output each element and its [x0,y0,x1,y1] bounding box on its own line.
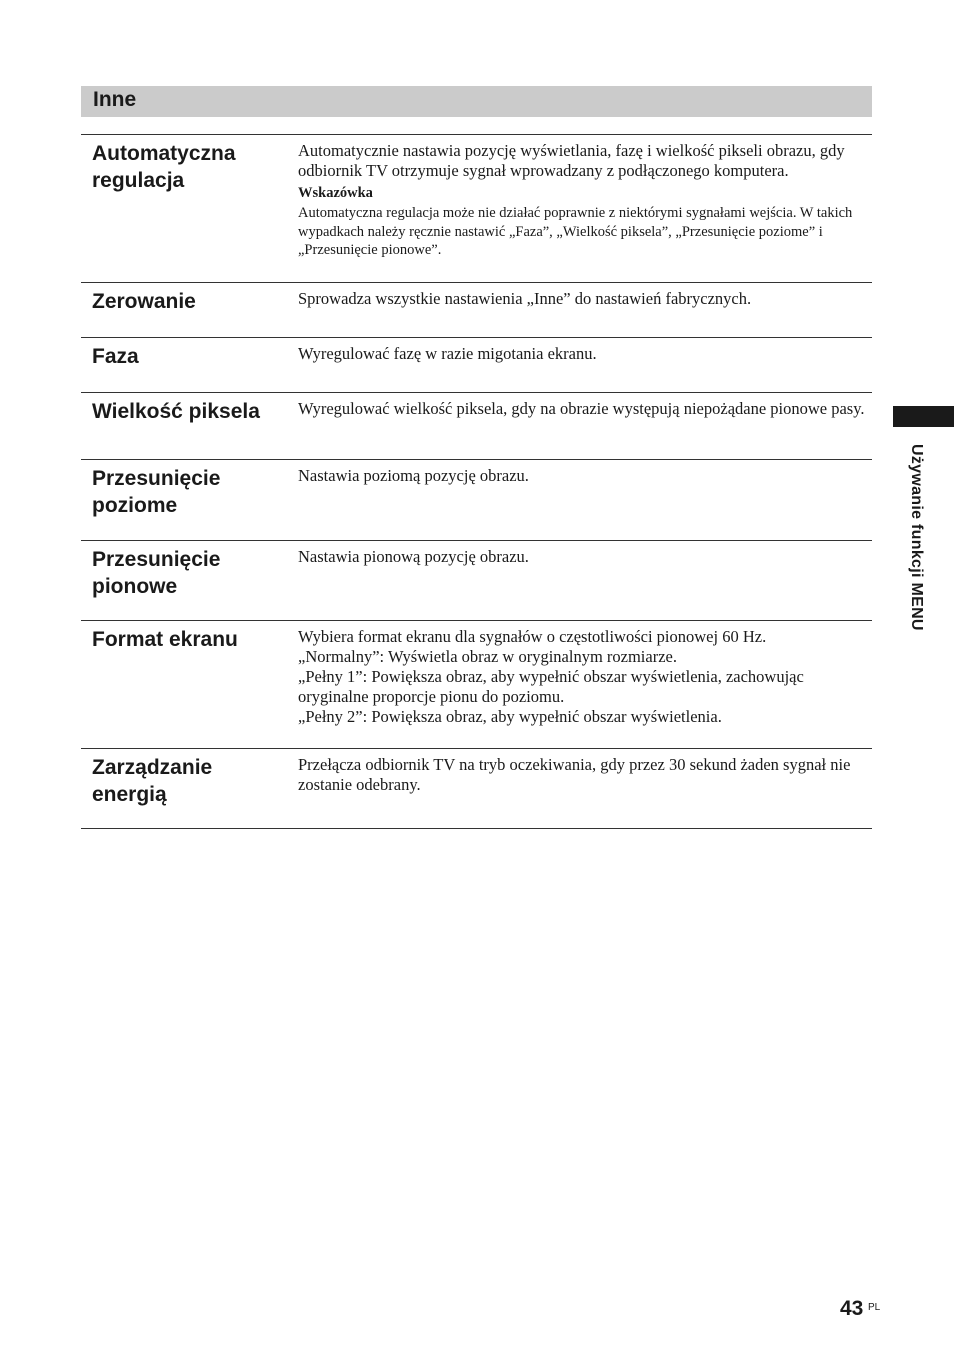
format-line: Wybiera format ekranu dla sygnałów o częstotliwości pionowej 60 Hz. [298,627,767,646]
table-row [81,540,872,620]
row-term: Wielkość piksela [92,400,260,423]
section-title: Inne [93,88,137,111]
hint-text: Automatyczna regulacja może nie działać poprawnie z niektórymi sygnałami wejścia. W takich wypadkach należy ręcznie nastawić „Faza”, „Wielkość piksela”, „Przesunięcie poziome” i „Przesunięcie pionowe”. [298,205,853,258]
hint-title: Wskazówka [298,185,373,201]
row-description: Sprowadza wszystkie nastawienia „Inne” do nastawień fabrycznych. [298,289,752,308]
row-description-text: Automatycznie nastawia pozycję wyświetlania, fazę i wielkość pikseli obrazu, gdy odbiornik TV otrzymuje sygnał wprowadzany z podłączonego komputera. [298,141,845,180]
settings-table [81,134,872,829]
format-line: „Pełny 2”: Powiększa obraz, aby wypełnić obszar wyświetlenia. [298,707,722,726]
format-line: „Normalny”: Wyświetla obraz w oryginalnym rozmiarze. [298,647,677,666]
row-term: Zerowanie [92,290,196,313]
row-term: Przesunięcie poziome [92,467,221,517]
row-description [298,141,876,260]
page-number: 43 [840,1297,864,1320]
table-row [81,392,872,459]
table-row [81,459,872,540]
row-description: Przełącza odbiornik TV na tryb oczekiwania, gdy przez 30 sekund żaden sygnał nie zostanie odebrany. [298,755,851,794]
table-row [81,620,872,748]
row-description: Nastawia poziomą pozycję obrazu. [298,466,529,485]
row-term: Faza [92,345,139,368]
side-tab-marker [893,406,954,427]
row-description: Nastawia pionową pozycję obrazu. [298,547,529,566]
table-row [81,134,872,282]
table-row [81,337,872,392]
row-term: Automatyczna regulacja [92,142,236,192]
page-language: PL [868,1302,881,1313]
row-description [298,627,876,727]
row-term: Format ekranu [92,628,238,651]
row-term: Zarządzanie energią [92,756,213,806]
table-row [81,748,872,829]
format-line: „Pełny 1”: Powiększa obraz, aby wypełnić obszar wyświetlenia, zachowując oryginalne proporcje pionu do poziomu. [298,667,804,706]
row-description: Wyregulować wielkość piksela, gdy na obrazie występują niepożądane pionowe pasy. [298,399,865,418]
side-tab-label: Używanie funkcji MENU [908,444,925,631]
table-row [81,282,872,337]
section-header [81,86,872,117]
row-term: Przesunięcie pionowe [92,548,221,598]
row-description: Wyregulować fazę w razie migotania ekranu. [298,344,597,363]
